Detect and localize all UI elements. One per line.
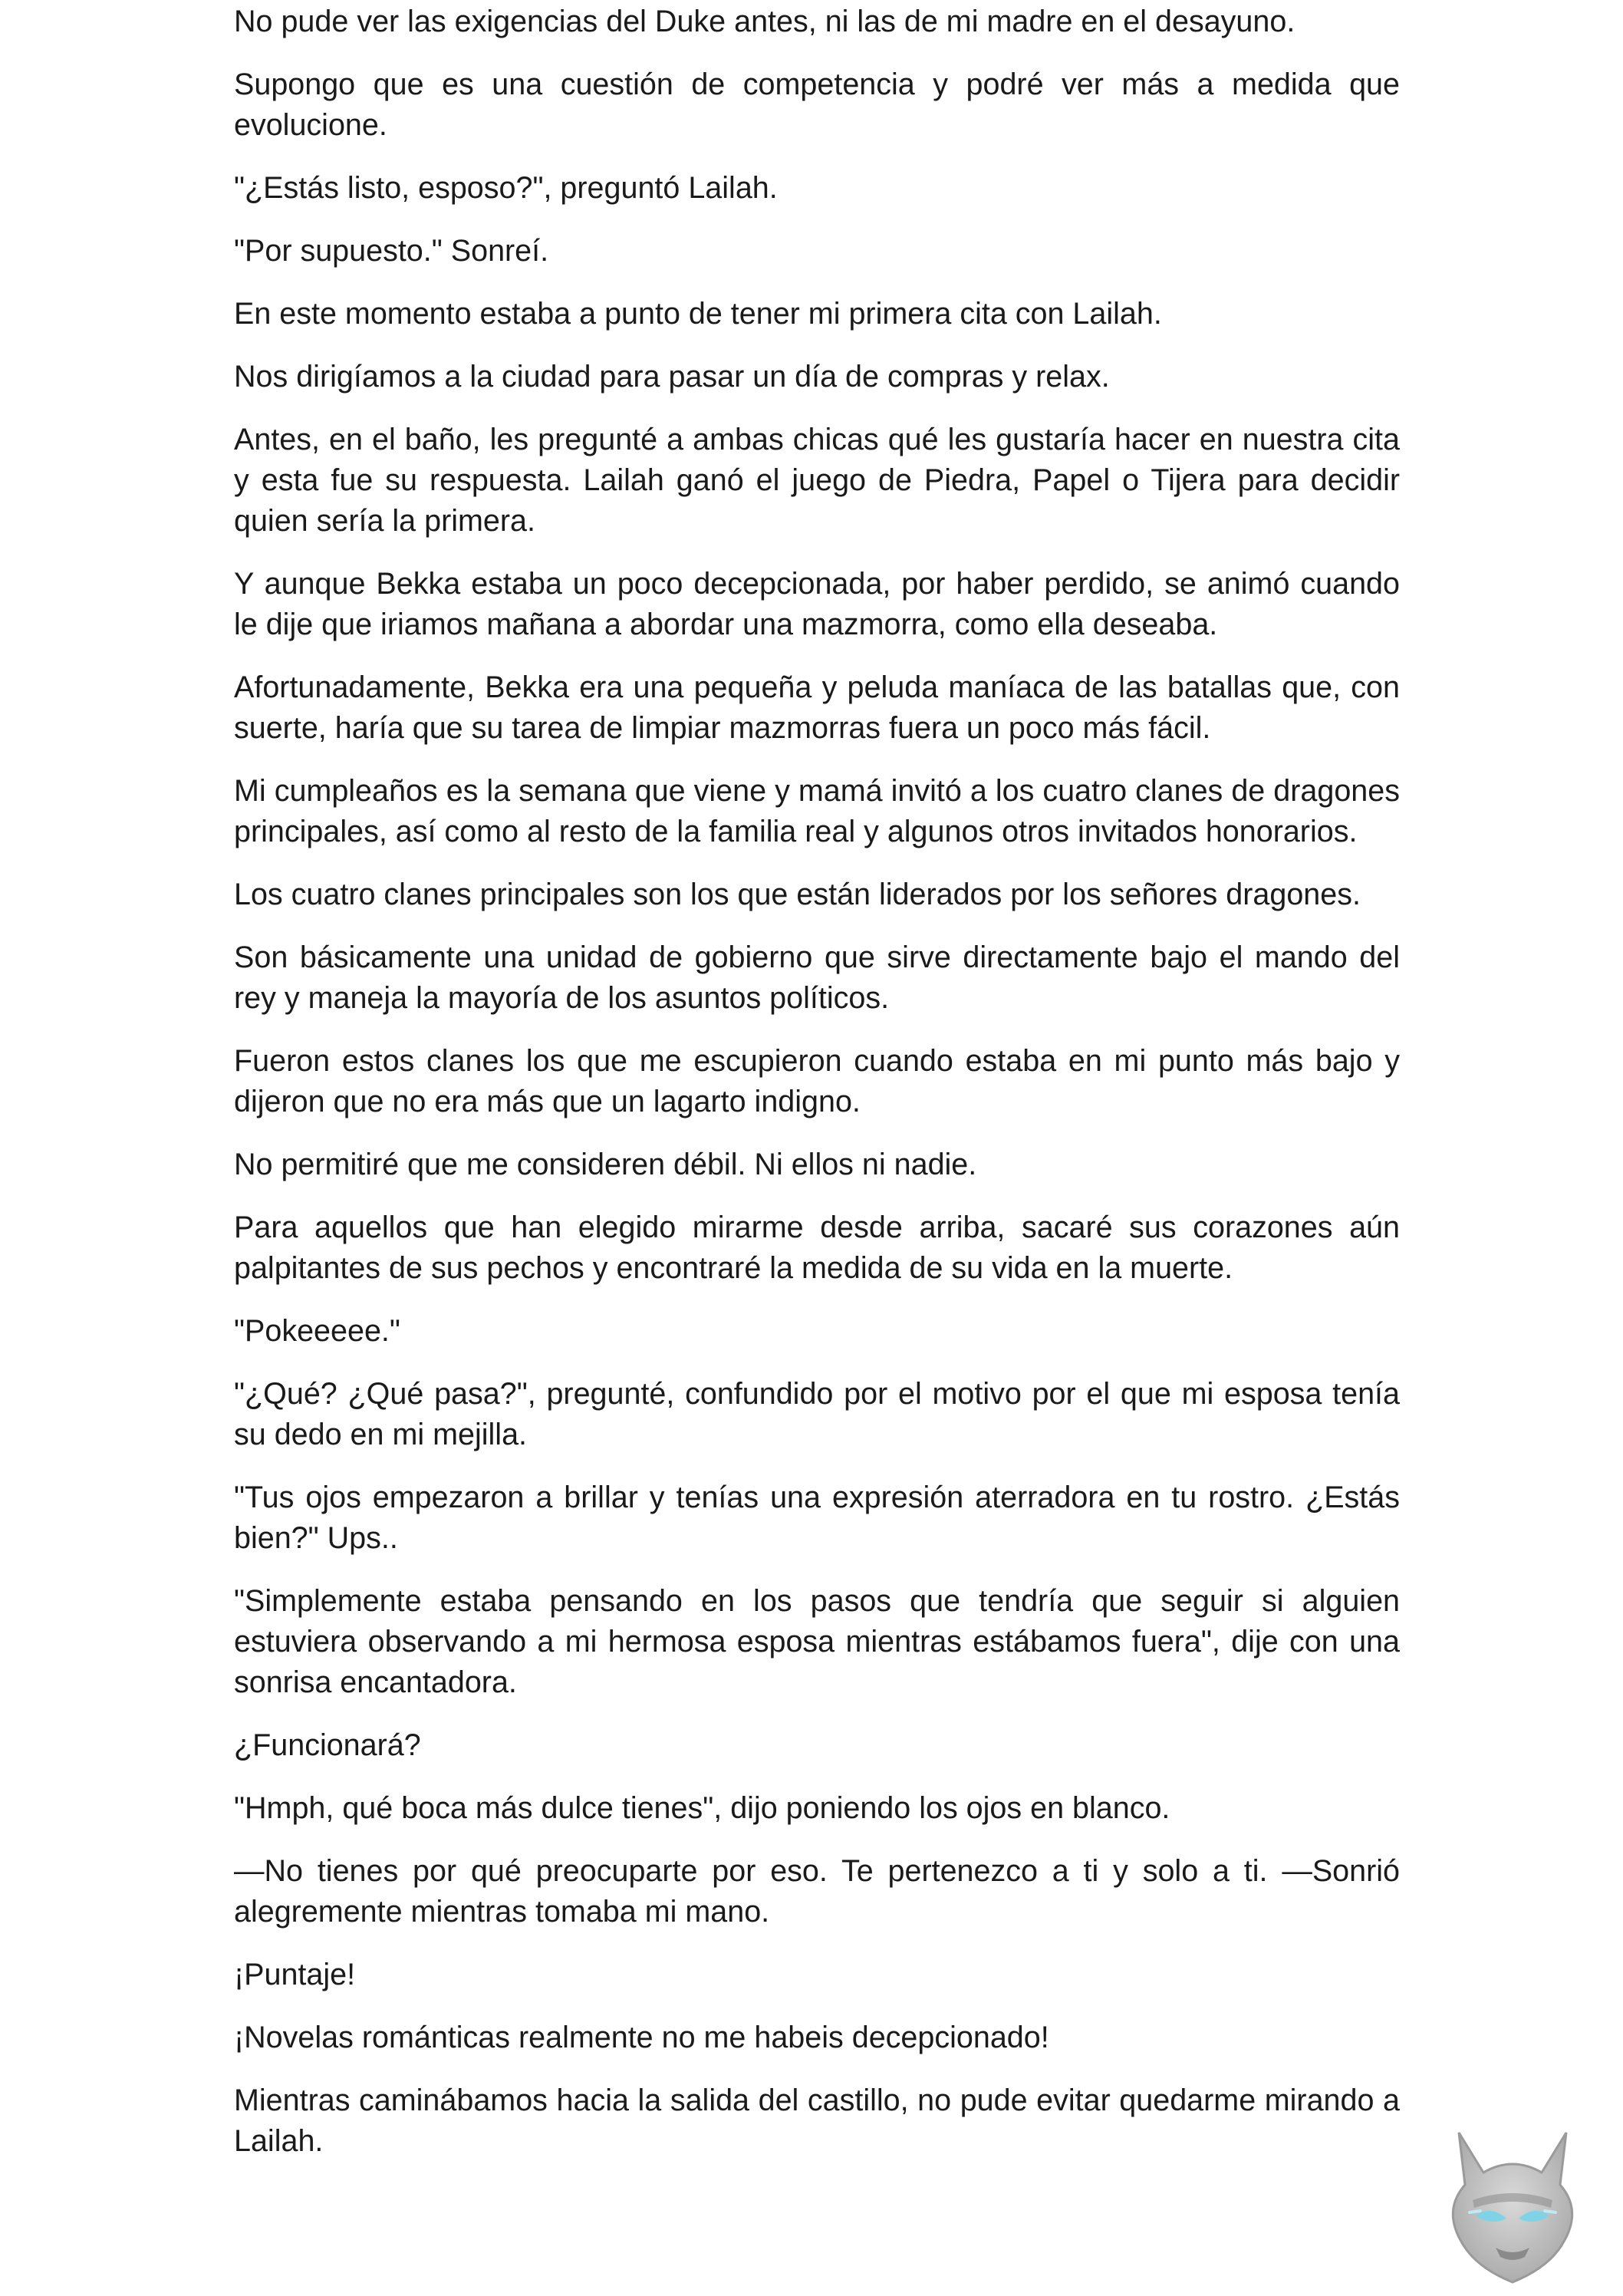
paragraph: Supongo que es una cuestión de competencia y podré ver más a medida que evolucione. — [234, 68, 1400, 142]
paragraph: Mientras caminábamos hacia la salida del castillo, no pude evitar quedarme mirando a Lailah. — [234, 2084, 1400, 2158]
paragraph: Antes, en el baño, les pregunté a ambas chicas qué les gustaría hacer en nuestra cita y esta fue su respuesta. Lailah ganó el juego de Piedra, Papel o Tijera para decidir quien sería la primera. — [234, 423, 1400, 538]
paragraph: "¿Estás listo, esposo?", preguntó Lailah. — [234, 171, 778, 205]
paragraph: ¡Puntaje! — [234, 1958, 356, 1991]
paragraph: Mi cumpleaños es la semana que viene y mamá invitó a los cuatro clanes de dragones principales, así como al resto de la familia real y algunos otros invitados honorarios. — [234, 774, 1400, 848]
paragraph: Fueron estos clanes los que me escupieron cuando estaba en mi punto más bajo y dijeron que no era más que un lagarto indigno. — [234, 1044, 1400, 1118]
paragraph: "¿Qué? ¿Qué pasa?", pregunté, confundido por el motivo por el que mi esposa tenía su dedo en mi mejilla. — [234, 1377, 1400, 1451]
document-body — [234, 0, 1400, 2184]
paragraph: En este momento estaba a punto de tener mi primera cita con Lailah. — [234, 297, 1162, 331]
paragraph: Afortunadamente, Bekka era una pequeña y peluda maníaca de las batallas que, con suerte, haría que su tarea de limpiar mazmorras fuera un poco más fácil. — [234, 670, 1400, 745]
paragraph: ¡Novelas románticas realmente no me habeis decepcionado! — [234, 2021, 1049, 2054]
paragraph: Los cuatro clanes principales son los que están liderados por los señores dragones. — [234, 878, 1361, 911]
paragraph: Y aunque Bekka estaba un poco decepcionada, por haber perdido, se animó cuando le dije que iriamos mañana a abordar una mazmorra, como ella deseaba. — [234, 567, 1400, 641]
paragraph: Nos dirigíamos a la ciudad para pasar un día de compras y relax. — [234, 360, 1110, 394]
paragraph: "Pokeeeee." — [234, 1314, 400, 1348]
paragraph: ¿Funcionará? — [234, 1728, 421, 1762]
paragraph: No permitiré que me consideren débil. Ni ellos ni nadie. — [234, 1148, 977, 1181]
paragraph: —No tienes por qué preocuparte por eso. Te pertenezco a ti y solo a ti. —Sonrió alegremente mientras tomaba mi mano. — [234, 1854, 1400, 1929]
paragraph: "Hmph, qué boca más dulce tienes", dijo poniendo los ojos en blanco. — [234, 1791, 1170, 1825]
paragraph: "Por supuesto." Sonreí. — [234, 234, 549, 268]
paragraph: "Simplemente estaba pensando en los pasos que tendría que seguir si alguien estuviera observando a mi hermosa esposa mientras estábamos fuera", dije con una sonrisa encantadora. — [234, 1584, 1400, 1699]
paragraph: No pude ver las exigencias del Duke antes, ni las de mi madre en el desayuno. — [234, 5, 1295, 38]
paragraph: Son básicamente una unidad de gobierno que sirve directamente bajo el mando del rey y maneja la mayoría de los asuntos políticos. — [234, 940, 1400, 1015]
paragraph: "Tus ojos empezaron a brillar y tenías una expresión aterradora en tu rostro. ¿Estás bien?" Ups.. — [234, 1481, 1400, 1555]
paragraph: Para aquellos que han elegido mirarme desde arriba, sacaré sus corazones aún palpitantes de sus pechos y encontraré la medida de su vida en la muerte. — [234, 1211, 1400, 1285]
demon-head-icon — [1436, 2125, 1589, 2286]
